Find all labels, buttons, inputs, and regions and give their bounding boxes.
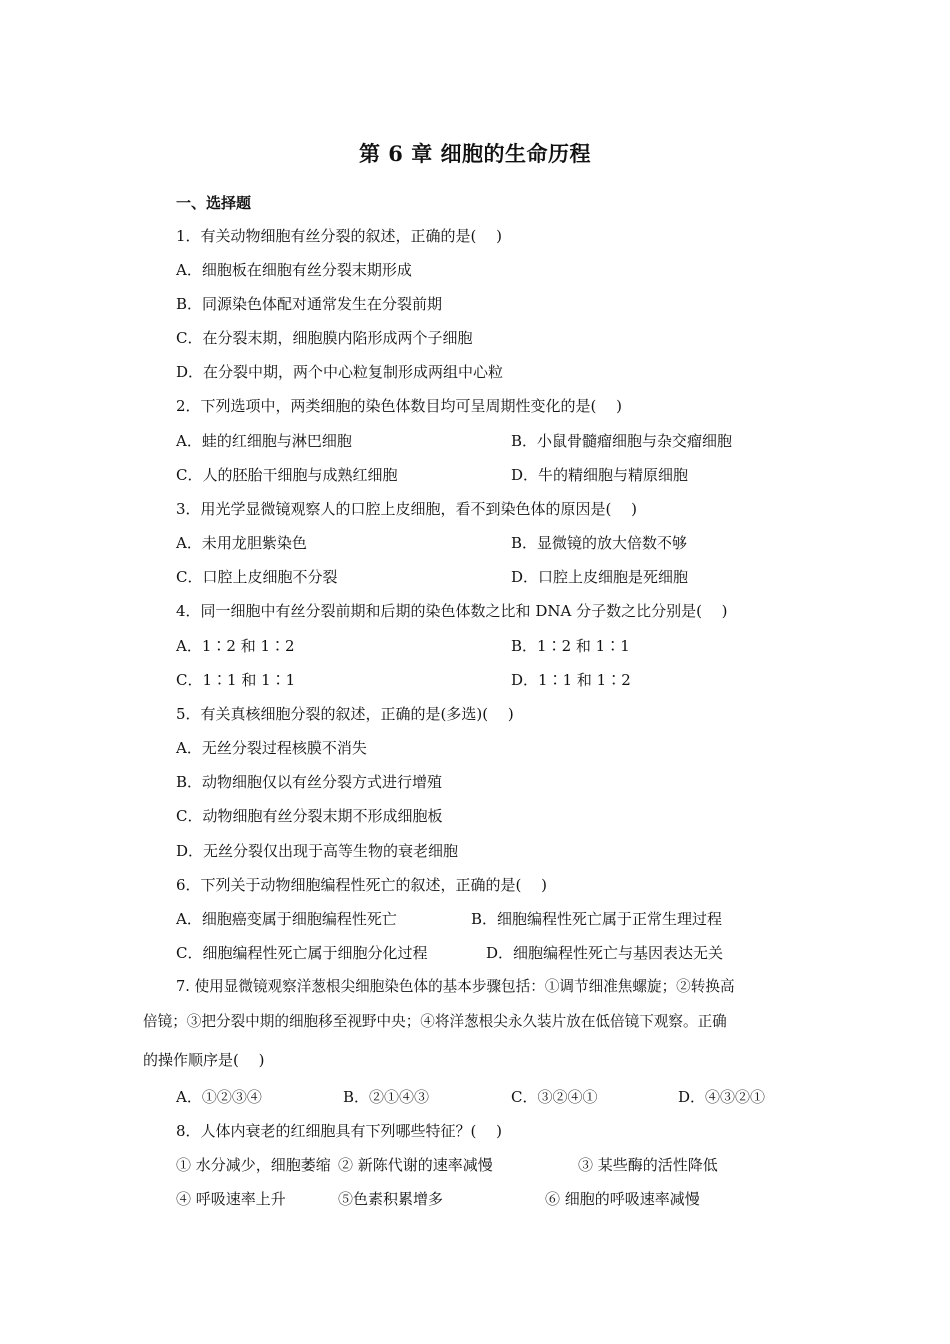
- question-5-option-d: D．无丝分裂仅出现于高等生物的衰老细胞: [176, 842, 459, 860]
- question-3-option-c: C．口腔上皮细胞不分裂: [176, 568, 338, 586]
- question-6-stem: 6．下列关于动物细胞编程性死亡的叙述，正确的是( ): [176, 876, 548, 894]
- question-7-line-3: 的操作顺序是( ): [143, 1051, 265, 1069]
- question-7-line-2: 倍镜；③把分裂中期的细胞移至视野中央；④将洋葱根尖永久装片放在低倍镜下观察。正确: [143, 1013, 727, 1030]
- section-heading: 一、选择题: [176, 194, 252, 212]
- question-4-option-a: A．1∶2 和 1∶2: [176, 637, 295, 655]
- question-8-option-5: ⑤色素积累增多: [338, 1190, 444, 1208]
- question-8-stem: 8．人体内衰老的红细胞具有下列哪些特征？( ): [176, 1122, 503, 1140]
- chapter-title: 第 6 章 细胞的生命历程: [358, 141, 592, 166]
- question-1-option-a: A．细胞板在细胞有丝分裂末期形成: [176, 261, 412, 279]
- question-4-option-b: B．1∶2 和 1∶1: [511, 637, 630, 655]
- question-3-stem: 3．用光学显微镜观察人的口腔上皮细胞，看不到染色体的原因是( ): [176, 500, 638, 518]
- question-6-option-b: B．细胞编程性死亡属于正常生理过程: [471, 910, 723, 928]
- question-2-option-a: A．蛙的红细胞与淋巴细胞: [176, 432, 352, 450]
- question-1-option-b: B．同源染色体配对通常发生在分裂前期: [176, 295, 443, 313]
- question-2-option-b: B．小鼠骨髓瘤细胞与杂交瘤细胞: [511, 432, 733, 450]
- question-2-stem: 2．下列选项中，两类细胞的染色体数目均可呈周期性变化的是( ): [176, 397, 623, 415]
- question-1-option-d: D．在分裂中期，两个中心粒复制形成两组中心粒: [176, 363, 504, 381]
- question-4-option-d: D．1∶1 和 1∶2: [511, 671, 631, 689]
- question-5-option-b: B．动物细胞仅以有丝分裂方式进行增殖: [176, 773, 443, 791]
- question-4-stem: 4．同一细胞中有丝分裂前期和后期的染色体数之比和 DNA 分子数之比分别是( ): [176, 602, 728, 620]
- question-5-stem: 5．有关真核细胞分裂的叙述，正确的是(多选)( ): [176, 705, 514, 723]
- question-8-option-4: ④ 呼吸速率上升: [176, 1190, 286, 1208]
- question-3-option-a: A．未用龙胆紫染色: [176, 534, 307, 552]
- question-2-option-d: D．牛的精细胞与精原细胞: [511, 466, 689, 484]
- question-6-option-a: A．细胞癌变属于细胞编程性死亡: [176, 910, 397, 928]
- question-8-option-1: ① 水分减少，细胞萎缩: [176, 1156, 331, 1174]
- question-8-option-3: ③ 某些酶的活性降低: [578, 1156, 718, 1174]
- question-5-option-a: A．无丝分裂过程核膜不消失: [176, 739, 367, 757]
- question-1-stem: 1．有关动物细胞有丝分裂的叙述，正确的是( ): [176, 227, 503, 245]
- question-2-option-c: C．人的胚胎干细胞与成熟红细胞: [176, 466, 398, 484]
- question-7-option-a: A．①②③④: [176, 1088, 262, 1106]
- question-7-option-c: C．③②④①: [511, 1088, 598, 1106]
- question-7-option-b: B．②①④③: [343, 1088, 430, 1106]
- question-5-option-c: C．动物细胞有丝分裂末期不形成细胞板: [176, 807, 443, 825]
- question-7-line-1: 7. 使用显微镜观察洋葱根尖细胞染色体的基本步骤包括：①调节细准焦螺旋；②转换高: [176, 978, 735, 995]
- question-3-option-d: D．口腔上皮细胞是死细胞: [511, 568, 689, 586]
- question-6-option-c: C．细胞编程性死亡属于细胞分化过程: [176, 944, 428, 962]
- question-8-option-2: ② 新陈代谢的速率减慢: [338, 1156, 493, 1174]
- question-4-option-c: C．1∶1 和 1∶1: [176, 671, 296, 689]
- question-7-option-d: D．④③②①: [678, 1088, 766, 1106]
- question-8-option-6: ⑥ 细胞的呼吸速率减慢: [545, 1190, 700, 1208]
- question-1-option-c: C．在分裂末期，细胞膜内陷形成两个子细胞: [176, 329, 473, 347]
- question-3-option-b: B．显微镜的放大倍数不够: [511, 534, 688, 552]
- question-6-option-d: D．细胞编程性死亡与基因表达无关: [486, 944, 724, 962]
